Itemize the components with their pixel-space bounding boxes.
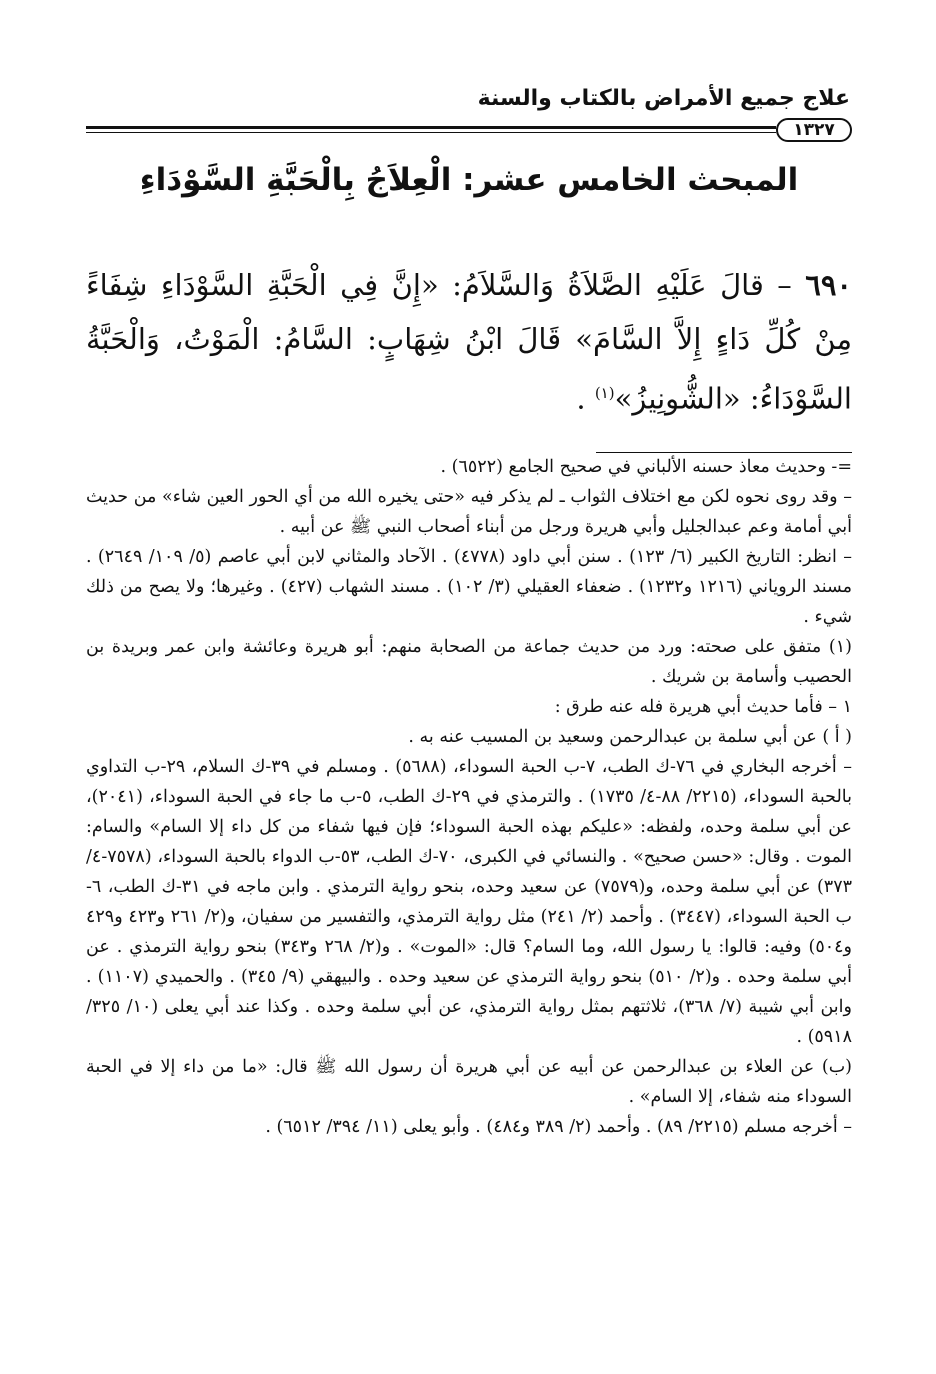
header-rule — [86, 118, 852, 138]
footnote-paragraph: (١) متفق على صحته: ورد من حديث جماعة من الصحابة منهم: أبو هريرة وعائشة وابن عمر وبريدة بن الحصيب وأسامة بن شريك . — [86, 637, 852, 687]
hadith-block — [86, 258, 852, 426]
header-rule-thin — [86, 132, 776, 133]
hadith-number: ٦٩٠ — [805, 268, 853, 302]
footnote-ref: (١) — [594, 384, 615, 402]
header-rule-thick — [86, 126, 776, 129]
page-number: ١٣٢٧ — [776, 118, 852, 142]
section-title: المبحث الخامس عشر: الْعِلاَجُ بِالْحَبَّةِ السَّوْدَاءِ — [139, 162, 799, 198]
footnote-paragraph: (ب) عن العلاء بن عبدالرحمن عن أبيه عن أبي هريرة أن رسول الله ﷺ قال: «ما من داء إلا في الحبة السوداء منه شفاء، إلا السام» . — [86, 1057, 852, 1107]
footnote-paragraph: =- وحديث معاذ حسنه الألباني في صحيح الجامع (٦٥٢٢) . — [440, 457, 852, 477]
footnote-paragraph: – أخرجه البخاري في ٧٦-ك الطب، ٧-ب الحبة السوداء، (٥٦٨٨) . ومسلم في ٣٩-ك السلام، ٢٩-ب التداوي بالحبة السوداء، (٢٢١٥/ ٨٨-٤/ ١٧٣٥) . والترمذي في ٢٩-ك الطب، ٥-ب ما جاء في الحبة السوداء، (٢٠٤١)، عن أبي سلمة وحده، ولفظه: «عليكم بهذه الحبة السوداء؛ فإن فيها شفاء من كل داء إلا السام» والسام: الموت . وقال: «حسن صحيح» . والنسائي في الكبرى، ٧٠-ك الطب، ٥٣-ب الدواء بالحبة السوداء، (٧٥٧٨-٤/ ٣٧٣) عن أبي سلمة وحده، و(٧٥٧٩) عن سعيد وحده، بنحو رواية الترمذي . وابن ماجه في ٣١-ك الطب، ٦-ب الحبة السوداء، (٣٤٤٧) . وأحمد (٢/ ٢٤١) مثل رواية الترمذي، والتفسير من سفيان، و(٢/ ٢٦١ و٤٢٣ و٤٢٩ و٥٠٤) وفيه: قالوا: يا رسول الله، وما السام؟ قال: «الموت» . و(٢/ ٢٦٨ و٣٤٣) بنحو رواية الترمذي . عن أبي سلمة وحده . و(٢/ ٥١٠) بنحو رواية الترمذي عن سعيد وحده . والبيهقي (٩/ ٣٤٥) . والحميدي (١١٠٧) . وابن أبي شيبة (٧/ ٣٦٨)، ثلاثتهم بمثل رواية الترمذي، عن أبي سلمة وحده . وكذا عند أبي يعلى (١٠/ ٣٢٥/ ٥٩١٨) . — [86, 757, 852, 1047]
hadith-text: – قالَ عَلَيْهِ الصَّلاَةُ وَالسَّلاَمُ: «إِنَّ فِي الْحَبَّةِ السَّوْدَاءِ شِفَاءً مِنْ كُلِّ دَاءٍ إِلاَّ السَّامَ» قَالَ ابْنُ شِهَابٍ: السَّامُ: الْمَوْتُ، وَالْحَبَّةُ السَّوْدَاءُ: «الشُّونِيزُ» — [86, 268, 852, 416]
running-header: علاج جميع الأمراض بالكتاب والسنة — [477, 86, 850, 111]
footnote-paragraph: ( أ ) عن أبي سلمة بن عبدالرحمن وسعيد بن المسيب عنه به . — [408, 727, 852, 747]
hadith-end: . — [576, 381, 595, 416]
footnotes — [86, 452, 852, 1142]
footnote-paragraph: – وقد روى نحوه لكن مع اختلاف الثواب ـ لم يذكر فيه «حتى يخيره الله من أي الحور العين شاء» من حديث أبي أمامة وعم عبدالجليل وأبي هريرة ورجل من أبناء أصحاب النبي ﷺ عن أبيه . — [86, 487, 852, 537]
footnote-paragraph: – انظر: التاريخ الكبير (٦/ ١٢٣) . سنن أبي داود (٤٧٧٨) . الآحاد والمثاني لابن أبي عاصم (٥/ ١٠٩/ ٢٦٤٩) . مسند الروياني (١٢١٦ و١٢٣٢) . ضعفاء العقيلي (٣/ ١٠٢) . مسند الشهاب (٤٢٧) . وغيرها؛ ولا يصح من ذلك شيء . — [86, 547, 853, 627]
footnote-paragraph: – أخرجه مسلم (٢٢١٥/ ٨٩) . وأحمد (٢/ ٣٨٩ و٤٨٤) . وأبو يعلى (١١/ ٣٩٤/ ٦٥١٢) . — [265, 1117, 852, 1137]
footnote-paragraph: ١ – فأما حديث أبي هريرة فله عنه طرق : — [554, 697, 852, 717]
